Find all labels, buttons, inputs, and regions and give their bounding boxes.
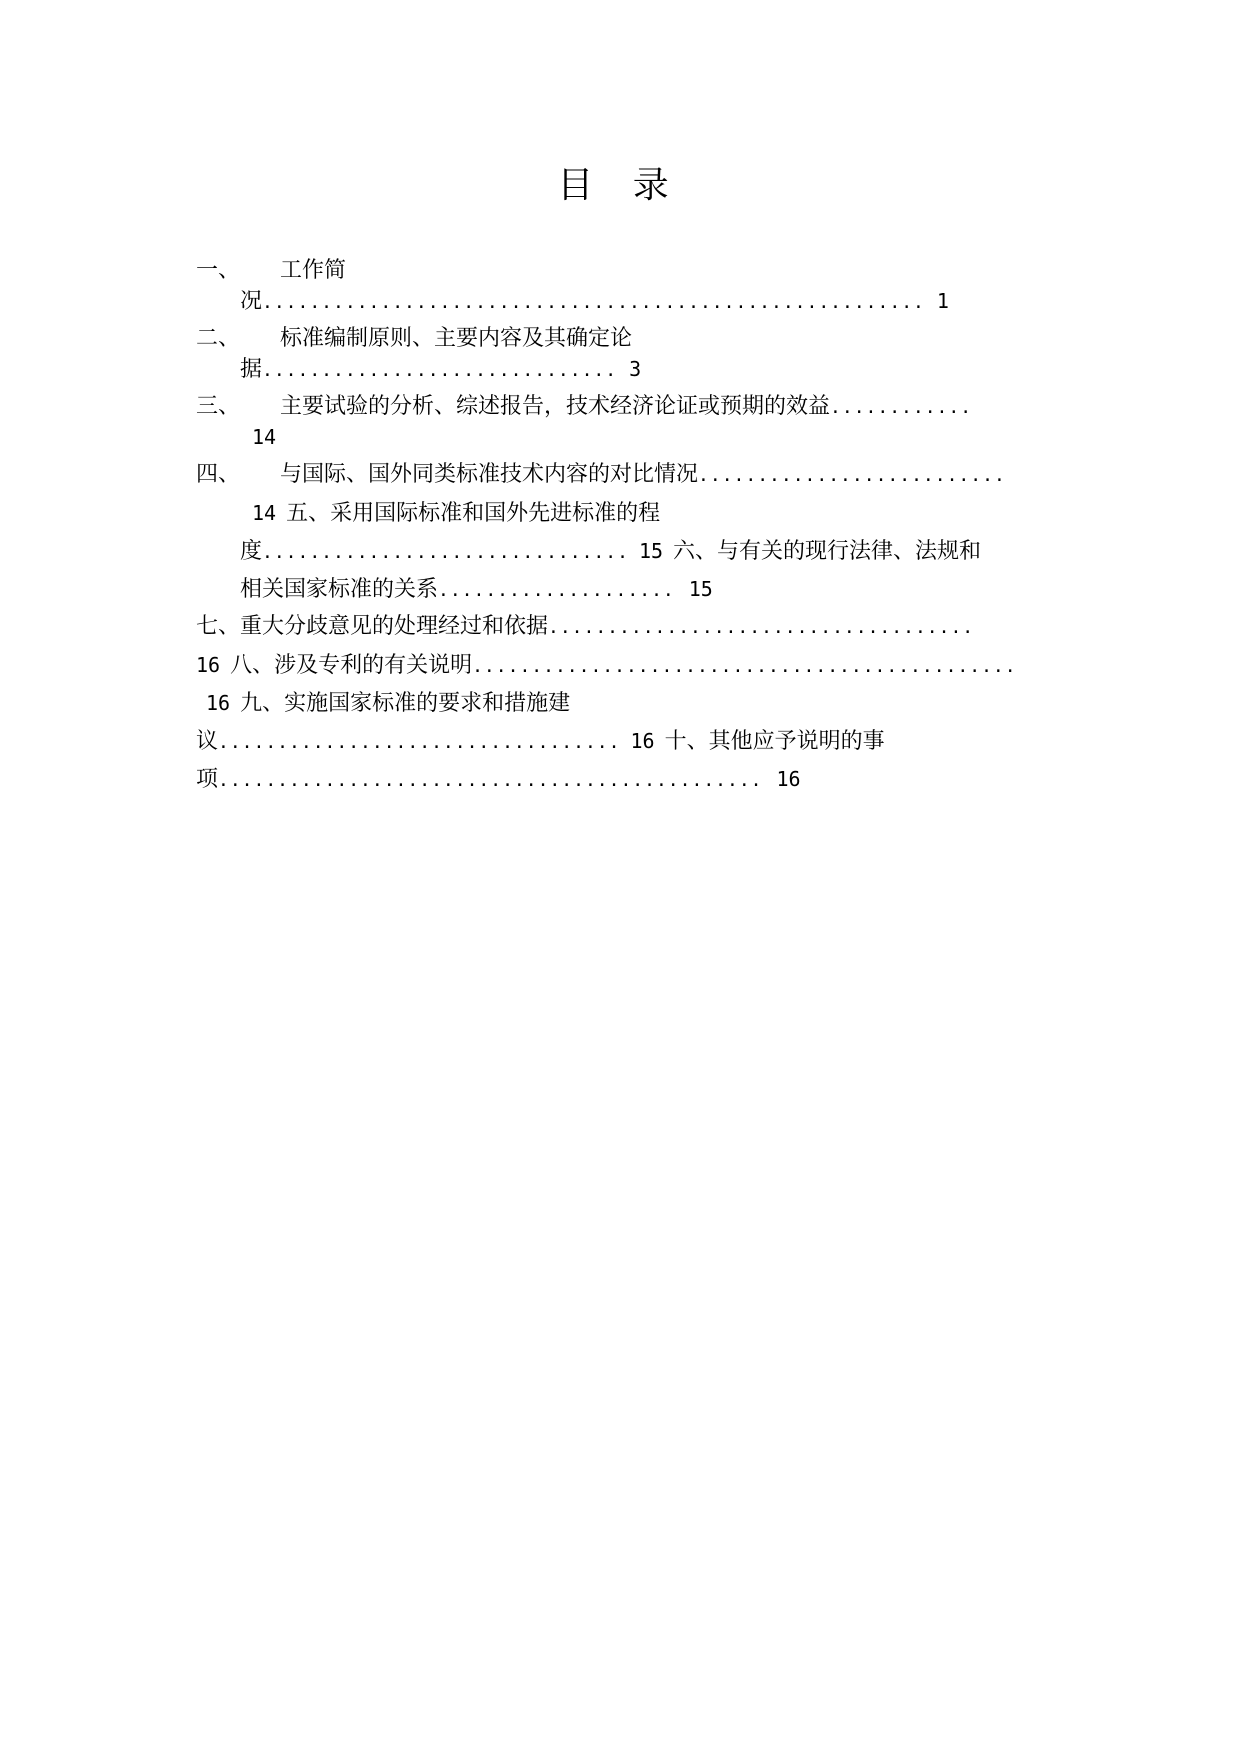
- toc-entry-title: 工作简: [280, 258, 347, 283]
- toc-page-number: 14: [251, 425, 277, 449]
- toc-entry-title: 与国际、国外同类标准技术内容的对比情况: [280, 462, 699, 487]
- toc-page-number: 16: [630, 729, 655, 753]
- toc-entry-3-line-1: [168, 362, 973, 419]
- toc-leader-dots: ..............................................: [472, 656, 1017, 677]
- toc-page-number: 16: [776, 767, 801, 791]
- toc-entry-title: 标准编制原则、主要内容及其确定论: [280, 326, 633, 351]
- toc-leader-dots: ..........................: [698, 465, 1006, 486]
- toc-leader-dots: ....................: [438, 580, 675, 601]
- toc-entry-4-line-2: [224, 468, 661, 526]
- toc-page-number: 15: [638, 539, 664, 563]
- toc-page-number: 14: [251, 501, 277, 525]
- toc-page-number: 16: [195, 653, 221, 677]
- toc-entry-title-end: 度: [239, 539, 262, 564]
- toc-entry-title-end: 据: [239, 357, 262, 382]
- toc-entry-1-line-2: [212, 256, 949, 314]
- toc-leader-dots: ..................................: [218, 732, 621, 753]
- toc-entry-number: 三、: [195, 394, 240, 419]
- toc-page-number: 16: [205, 691, 231, 715]
- toc-entry-title: 九、实施国家标准的要求和措施建: [240, 691, 571, 716]
- toc-leader-dots: ..............................: [262, 360, 618, 381]
- toc-entry-1-line-1: [168, 226, 347, 283]
- toc-leader-dots: ...............................: [262, 542, 629, 563]
- toc-entry-7-line-1: [168, 582, 975, 639]
- toc-entry-8-line: [168, 620, 1017, 678]
- toc-page-number: 1: [936, 289, 949, 313]
- toc-entry-title-end: 相关国家标准的关系: [239, 577, 438, 602]
- toc-entry-2-line-1: [168, 294, 633, 351]
- toc-entry-number: 一、: [195, 258, 240, 283]
- toc-entry-number: 四、: [195, 462, 240, 487]
- toc-entry-10-line-2: [168, 734, 801, 792]
- toc-leader-dots: ........................................................: [262, 292, 925, 313]
- toc-entry-9-line-2: [168, 696, 885, 754]
- toc-entry-title: 六、与有关的现行法律、法规和: [673, 539, 982, 564]
- toc-title: 目 录: [557, 165, 683, 206]
- toc-leader-dots: ..............................................: [218, 770, 763, 791]
- toc-entry-4-line-1: [168, 430, 1006, 487]
- toc-entry-title: 七、重大分歧意见的处理经过和依据: [195, 614, 548, 639]
- toc-entry-2-line-2: [212, 324, 642, 382]
- toc-entry-title: 八、涉及专利的有关说明: [230, 653, 473, 678]
- toc-entry-title-end: 况: [239, 289, 262, 314]
- toc-entry-title: 主要试验的分析、综述报告，技术经济论证或预期的效益: [280, 394, 831, 419]
- toc-entry-title-end: 议: [195, 729, 218, 754]
- toc-entry-title: 十、其他应予说明的事: [664, 729, 885, 754]
- toc-entry-title-end: 项: [195, 767, 218, 792]
- toc-entry-5-line-2: [212, 506, 982, 564]
- toc-entry-6-line-2: [212, 544, 713, 602]
- toc-page-number: 15: [688, 577, 713, 601]
- toc-entry-title: 五、采用国际标准和国外先进标准的程: [286, 501, 661, 526]
- toc-leader-dots: ....................................: [548, 617, 975, 638]
- toc-entry-number: 二、: [195, 326, 240, 351]
- toc-leader-dots: ............: [830, 397, 973, 418]
- toc-entry-9-line-1: [178, 658, 571, 716]
- toc-page-number: 3: [629, 357, 642, 381]
- toc-entry-3-line-2: [224, 392, 277, 449]
